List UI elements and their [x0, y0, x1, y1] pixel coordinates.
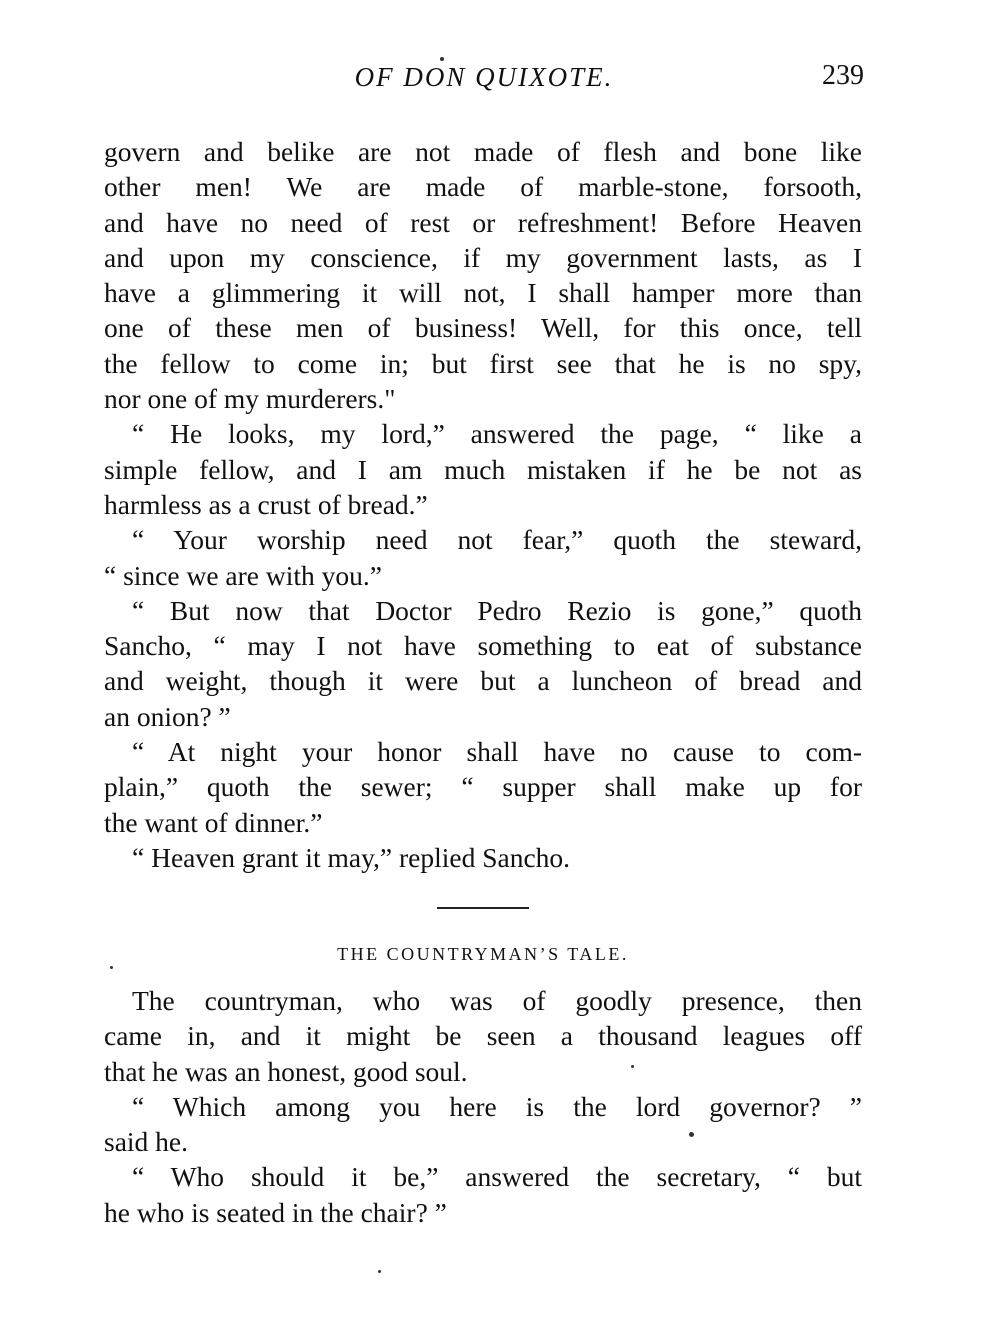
- text-line: “ At night your honor shall have no cause to com-: [132, 736, 862, 768]
- text-line: “ Who should it be,” answered the secretary, “ but: [132, 1161, 862, 1193]
- text-line: the fellow to come in; but first see that he is no spy,: [104, 347, 862, 379]
- running-title: OF DON QUIXOTE.: [354, 62, 614, 92]
- text-line: and upon my conscience, if my government lasts, as I: [104, 241, 862, 273]
- text-line: came in, and it might be seen a thousand leagues off: [104, 1020, 862, 1052]
- passage-2: [104, 983, 862, 1230]
- text-line: govern and belike are not made of flesh and bone like: [104, 136, 862, 167]
- text-line: “ since we are with you.”: [104, 559, 382, 591]
- text-line: other men! We are made of marble-stone, forsooth,: [104, 171, 862, 203]
- text-line: said he.: [104, 1126, 189, 1158]
- text-line: one of these men of business! Well, for this once, tell: [104, 312, 862, 344]
- print-speck: [110, 966, 113, 969]
- page-number: 239: [822, 60, 864, 91]
- passage-1: [104, 134, 862, 875]
- text-line: have a glimmering it will not, I shall hamper more than: [104, 277, 862, 309]
- text-line: “ But now that Doctor Pedro Rezio is gone,” quoth: [132, 594, 862, 626]
- text-line: plain,” quoth the sewer; “ supper shall make up for: [104, 771, 862, 803]
- text-line: he who is seated in the chair? ”: [104, 1196, 447, 1228]
- page-header: [104, 62, 864, 102]
- text-line: “ He looks, my lord,” answered the page, “ like a: [132, 418, 862, 450]
- text-line: “ Heaven grant it may,” replied Sancho.: [132, 841, 571, 873]
- section-heading: THE COUNTRYMAN’S TALE.: [337, 944, 629, 964]
- print-speck: [689, 1132, 694, 1137]
- print-speck: [440, 57, 444, 61]
- text-line: nor one of my murderers.": [104, 383, 396, 415]
- text-line: an onion? ”: [104, 700, 231, 732]
- text-line: Sancho, “ may I not have something to eat of substance: [104, 630, 862, 662]
- print-speck: [378, 1270, 381, 1273]
- section-divider: [437, 907, 529, 909]
- text-line: “ Which among you here is the lord governor? ”: [132, 1090, 862, 1122]
- text-line: harmless as a crust of bread.”: [104, 488, 428, 520]
- text-line: The countryman, who was of goodly presence, then: [132, 985, 862, 1016]
- text-line: and have no need of rest or refreshment! Before Heaven: [104, 206, 862, 238]
- text-line: and weight, though it were but a luncheon of bread and: [104, 665, 862, 697]
- text-line: simple fellow, and I am much mistaken if he be not as: [104, 453, 862, 485]
- text-line: “ Your worship need not fear,” quoth the steward,: [132, 524, 862, 556]
- text-line: the want of dinner.”: [104, 806, 323, 838]
- print-speck: [631, 1065, 634, 1068]
- text-line: that he was an honest, good soul.: [104, 1055, 468, 1087]
